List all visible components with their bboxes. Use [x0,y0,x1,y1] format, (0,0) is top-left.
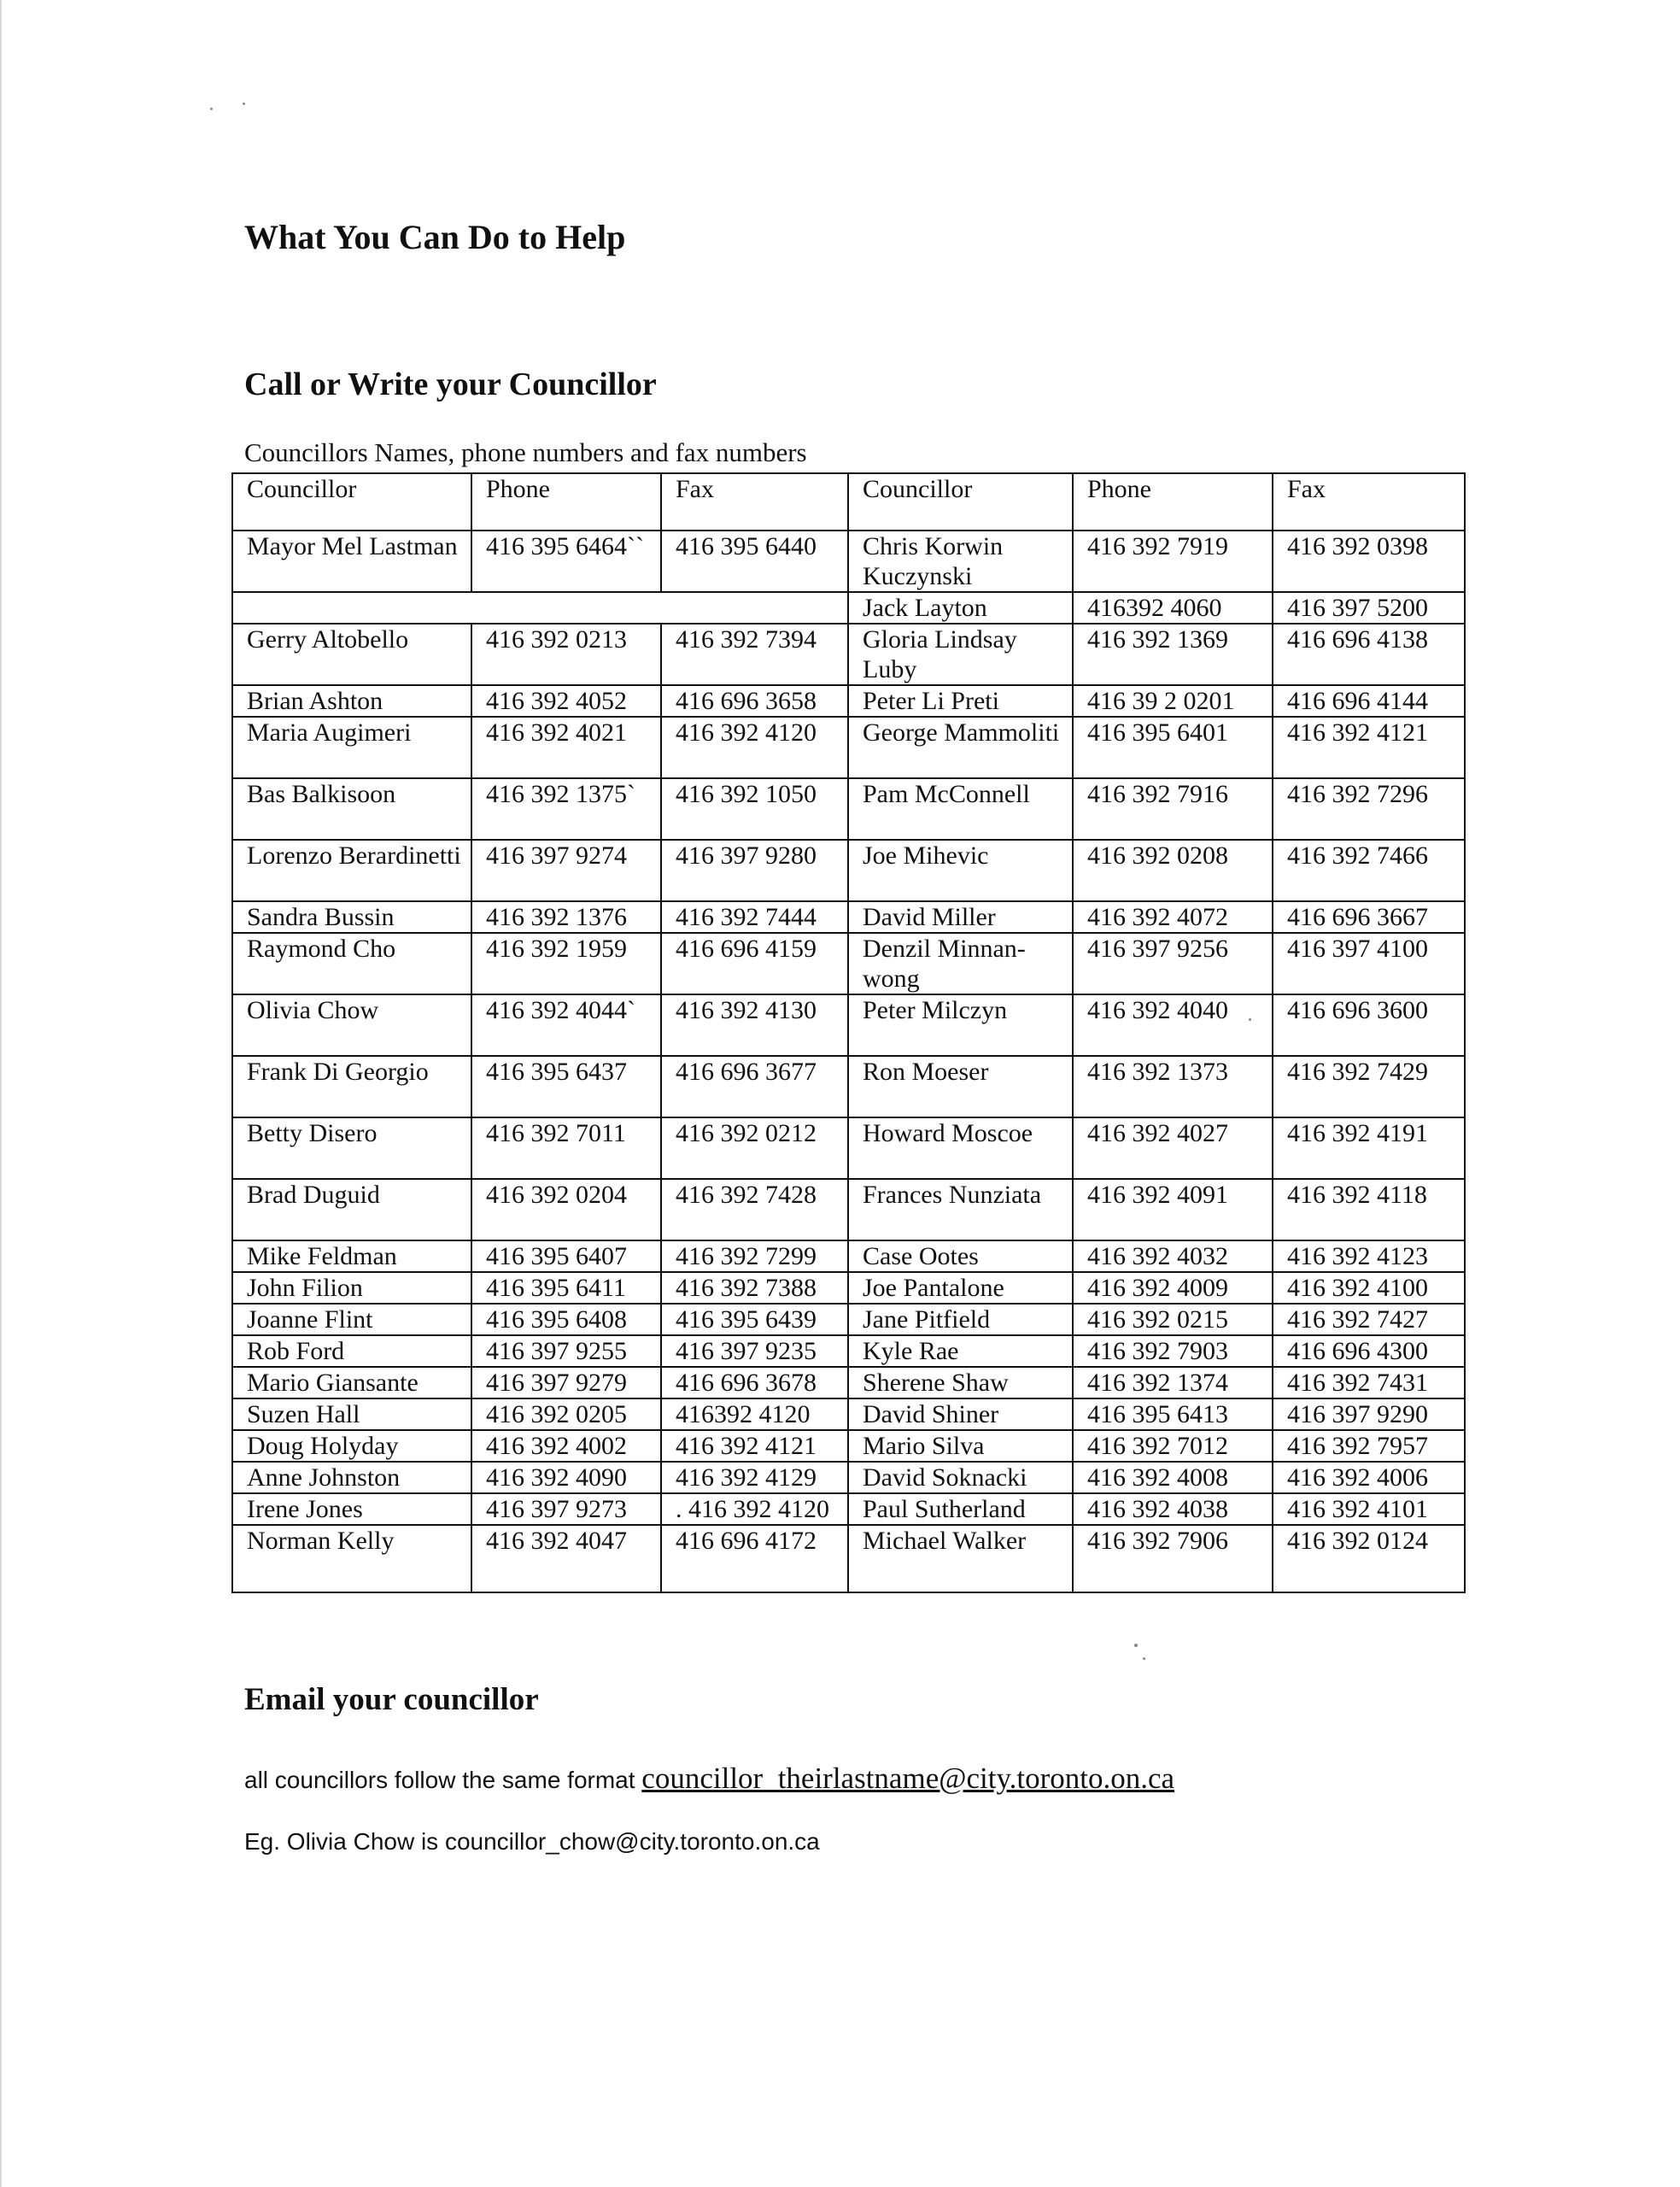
councillor-name: Jane Pitfield [848,1304,1073,1335]
section-title-call: Call or Write your Councillor [244,366,657,402]
phone-cell: 416 395 6437 [471,1056,661,1117]
table-header-row [232,473,1465,531]
fax-cell: 416 392 0398 [1273,531,1465,592]
phone-cell: 416 397 9279 [471,1367,661,1398]
councillor-name: Bas Balkisoon [232,778,471,840]
phone-cell: 416 392 4044` [471,994,661,1056]
table-row [232,592,1465,624]
email-example: Eg. Olivia Chow is councillor_chow@city.toronto.on.ca [244,1828,820,1855]
councillor-name: Peter Milczyn [848,994,1073,1056]
column-header: Phone [471,473,661,531]
phone-cell: 416 392 7919 [1073,531,1273,592]
councillor-name: Rob Ford [232,1335,471,1367]
fax-cell: 416 696 4172 [661,1525,848,1592]
councillor-name: Brian Ashton [232,685,471,717]
councillor-name: Olivia Chow [232,994,471,1056]
scan-speck [1134,1644,1138,1647]
phone-cell: 416 392 4009 [1073,1272,1273,1304]
phone-cell: 416 392 4052 [471,685,661,717]
phone-cell: 416 392 0204 [471,1179,661,1240]
table-row [232,1272,1465,1304]
fax-cell: 416 395 6440 [661,531,848,592]
phone-cell: 416 392 4040 [1073,994,1273,1056]
table-row [232,840,1465,901]
table-row [232,1056,1465,1117]
fax-cell: 416 397 4100 [1273,933,1465,994]
phone-cell: 416 392 7012 [1073,1430,1273,1462]
email-format-link[interactable]: councillor_theirlastname@city.toronto.on.ca [641,1762,1175,1795]
councillor-name: Joe Mihevic [848,840,1073,901]
councillor-name: Mario Giansante [232,1367,471,1398]
phone-cell: 416 392 4072 [1073,901,1273,933]
phone-cell: 416392 4060 [1073,592,1273,624]
table-row [232,1462,1465,1493]
phone-cell: 416 392 4047 [471,1525,661,1592]
councillor-name: Frank Di Georgio [232,1056,471,1117]
table-row [232,685,1465,717]
phone-cell: 416 392 1959 [471,933,661,994]
phone-cell: 416 397 9255 [471,1335,661,1367]
table-row [232,1525,1465,1592]
councillor-name: Mike Feldman [232,1240,471,1272]
table-row [232,1367,1465,1398]
phone-cell: 416 392 0213 [471,624,661,685]
phone-cell: 416 392 0205 [471,1398,661,1430]
councillor-name: Joe Pantalone [848,1272,1073,1304]
phone-cell: 416 395 6407 [471,1240,661,1272]
column-header: Councillor [232,473,471,531]
councillor-name: Doug Holyday [232,1430,471,1462]
table-row [232,1240,1465,1272]
fax-cell: 416 696 4144 [1273,685,1465,717]
councillor-name: Frances Nunziata [848,1179,1073,1240]
fax-cell: 416 392 7429 [1273,1056,1465,1117]
phone-cell: 416 392 7011 [471,1117,661,1179]
phone-cell: 416 392 1375` [471,778,661,840]
fax-cell: 416 397 9280 [661,840,848,901]
councillor-name: Mayor Mel Lastman [232,531,471,592]
phone-cell: 416 395 6408 [471,1304,661,1335]
column-header: Phone [1073,473,1273,531]
table-row [232,717,1465,778]
phone-cell: 416 392 4002 [471,1430,661,1462]
councillor-name: Ron Moeser [848,1056,1073,1117]
fax-cell: 416 392 1050 [661,778,848,840]
fax-cell: 416 392 4118 [1273,1179,1465,1240]
councillor-name: Jack Layton [848,592,1073,624]
section-title-email: Email your councillor [244,1682,539,1717]
table-row [232,1117,1465,1179]
phone-cell: 416 392 1374 [1073,1367,1273,1398]
fax-cell: 416 392 4101 [1273,1493,1465,1525]
councillor-name: Michael Walker [848,1525,1073,1592]
phone-cell: 416 392 7906 [1073,1525,1273,1592]
phone-cell: 416 397 9256 [1073,933,1273,994]
phone-cell: 416 395 6464`` [471,531,661,592]
table-row [232,1179,1465,1240]
fax-cell: 416 392 0124 [1273,1525,1465,1592]
fax-cell: 416 392 7444 [661,901,848,933]
fax-cell: 416 392 7431 [1273,1367,1465,1398]
phone-cell: 416 395 6401 [1073,717,1273,778]
fax-cell: 416 696 3600 [1273,994,1465,1056]
phone-cell: 416 392 4032 [1073,1240,1273,1272]
councillor-name: Peter Li Preti [848,685,1073,717]
email-intro-text: all councillors follow the same format [244,1767,642,1793]
table-row [232,1430,1465,1462]
councillor-name: Mario Silva [848,1430,1073,1462]
email-format-line [244,1762,1174,1796]
fax-cell: 416 397 5200 [1273,592,1465,624]
councillor-name: Paul Sutherland [848,1493,1073,1525]
column-header: Fax [661,473,848,531]
fax-cell: 416 392 7296 [1273,778,1465,840]
table-row [232,1304,1465,1335]
fax-cell: 416 392 7957 [1273,1430,1465,1462]
page-title: What You Can Do to Help [244,218,626,256]
phone-cell: 416 39 2 0201 [1073,685,1273,717]
phone-cell: 416 392 4008 [1073,1462,1273,1493]
councillor-name: David Shiner [848,1398,1073,1430]
councillor-name: Pam McConnell [848,778,1073,840]
table-row [232,778,1465,840]
councillor-name: Chris Korwin Kuczynski [848,531,1073,592]
fax-cell: 416 696 4159 [661,933,848,994]
councillor-name: Anne Johnston [232,1462,471,1493]
fax-cell: 416 392 4123 [1273,1240,1465,1272]
councillor-name: Sherene Shaw [848,1367,1073,1398]
fax-cell: 416 392 4006 [1273,1462,1465,1493]
fax-cell: 416 392 7428 [661,1179,848,1240]
table-caption: Councillors Names, phone numbers and fax numbers [244,437,807,467]
phone-cell: 416 392 4021 [471,717,661,778]
councillor-name: Maria Augimeri [232,717,471,778]
councillor-name: Kyle Rae [848,1335,1073,1367]
fax-cell: 416 696 3667 [1273,901,1465,933]
fax-cell: 416 397 9235 [661,1335,848,1367]
councillor-name: Brad Duguid [232,1179,471,1240]
councillor-name: Case Ootes [848,1240,1073,1272]
phone-cell: 416 392 4090 [471,1462,661,1493]
table-row [232,1493,1465,1525]
phone-cell: 416 392 7903 [1073,1335,1273,1367]
councillor-name: Gerry Altobello [232,624,471,685]
fax-cell: 416 392 4120 [661,717,848,778]
table-row [232,933,1465,994]
councillor-name: Gloria Lindsay Luby [848,624,1073,685]
phone-cell: 416 392 1376 [471,901,661,933]
table-row [232,994,1465,1056]
phone-cell: 416 392 1369 [1073,624,1273,685]
fax-cell: . 416 392 4120 [661,1493,848,1525]
councillor-name: Norman Kelly [232,1525,471,1592]
phone-cell: 416 392 4091 [1073,1179,1273,1240]
councillor-name: Howard Moscoe [848,1117,1073,1179]
scan-speck [243,103,245,105]
councillor-name: David Miller [848,901,1073,933]
scan-speck [1143,1657,1145,1660]
fax-cell: 416 392 7466 [1273,840,1465,901]
fax-cell: 416 395 6439 [661,1304,848,1335]
column-header: Councillor [848,473,1073,531]
fax-cell: 416 392 4191 [1273,1117,1465,1179]
fax-cell: 416 392 0212 [661,1117,848,1179]
councillor-name: Lorenzo Berardinetti [232,840,471,901]
councillor-name: Joanne Flint [232,1304,471,1335]
fax-cell: 416 392 4100 [1273,1272,1465,1304]
table-row [232,531,1465,592]
fax-cell: 416 392 4129 [661,1462,848,1493]
fax-cell: 416 696 3677 [661,1056,848,1117]
table-row [232,901,1465,933]
fax-cell: 416 696 3658 [661,685,848,717]
scan-edge [0,0,2,2187]
fax-cell: 416 696 4138 [1273,624,1465,685]
councillor-name: Betty Disero [232,1117,471,1179]
fax-cell: 416392 4120 [661,1398,848,1430]
fax-cell: 416 392 4130 [661,994,848,1056]
councillor-name: Raymond Cho [232,933,471,994]
fax-cell: 416 392 4121 [661,1430,848,1462]
table-row [232,1398,1465,1430]
phone-cell: 416 395 6411 [471,1272,661,1304]
column-header: Fax [1273,473,1465,531]
councillor-name: David Soknacki [848,1462,1073,1493]
phone-cell: 416 397 9273 [471,1493,661,1525]
fax-cell: 416 696 4300 [1273,1335,1465,1367]
fax-cell: 416 392 4121 [1273,717,1465,778]
councillor-name: Sandra Bussin [232,901,471,933]
phone-cell: 416 392 1373 [1073,1056,1273,1117]
fax-cell: 416 392 7394 [661,624,848,685]
phone-cell: 416 392 0215 [1073,1304,1273,1335]
councillor-name: Denzil Minnan-wong [848,933,1073,994]
councillor-name: Irene Jones [232,1493,471,1525]
table-row [232,1335,1465,1367]
fax-cell: 416 392 7427 [1273,1304,1465,1335]
councillor-name: Suzen Hall [232,1398,471,1430]
scan-speck [210,108,213,110]
fax-cell: 416 397 9290 [1273,1398,1465,1430]
table-row [232,624,1465,685]
fax-cell: 416 696 3678 [661,1367,848,1398]
empty-cell [232,592,848,624]
councillor-name: John Filion [232,1272,471,1304]
phone-cell: 416 397 9274 [471,840,661,901]
fax-cell: 416 392 7388 [661,1272,848,1304]
phone-cell: 416 395 6413 [1073,1398,1273,1430]
councillor-name: George Mammoliti [848,717,1073,778]
phone-cell: 416 392 0208 [1073,840,1273,901]
phone-cell: 416 392 4027 [1073,1117,1273,1179]
phone-cell: 416 392 4038 [1073,1493,1273,1525]
councillors-table [231,472,1466,1593]
phone-cell: 416 392 7916 [1073,778,1273,840]
fax-cell: 416 392 7299 [661,1240,848,1272]
